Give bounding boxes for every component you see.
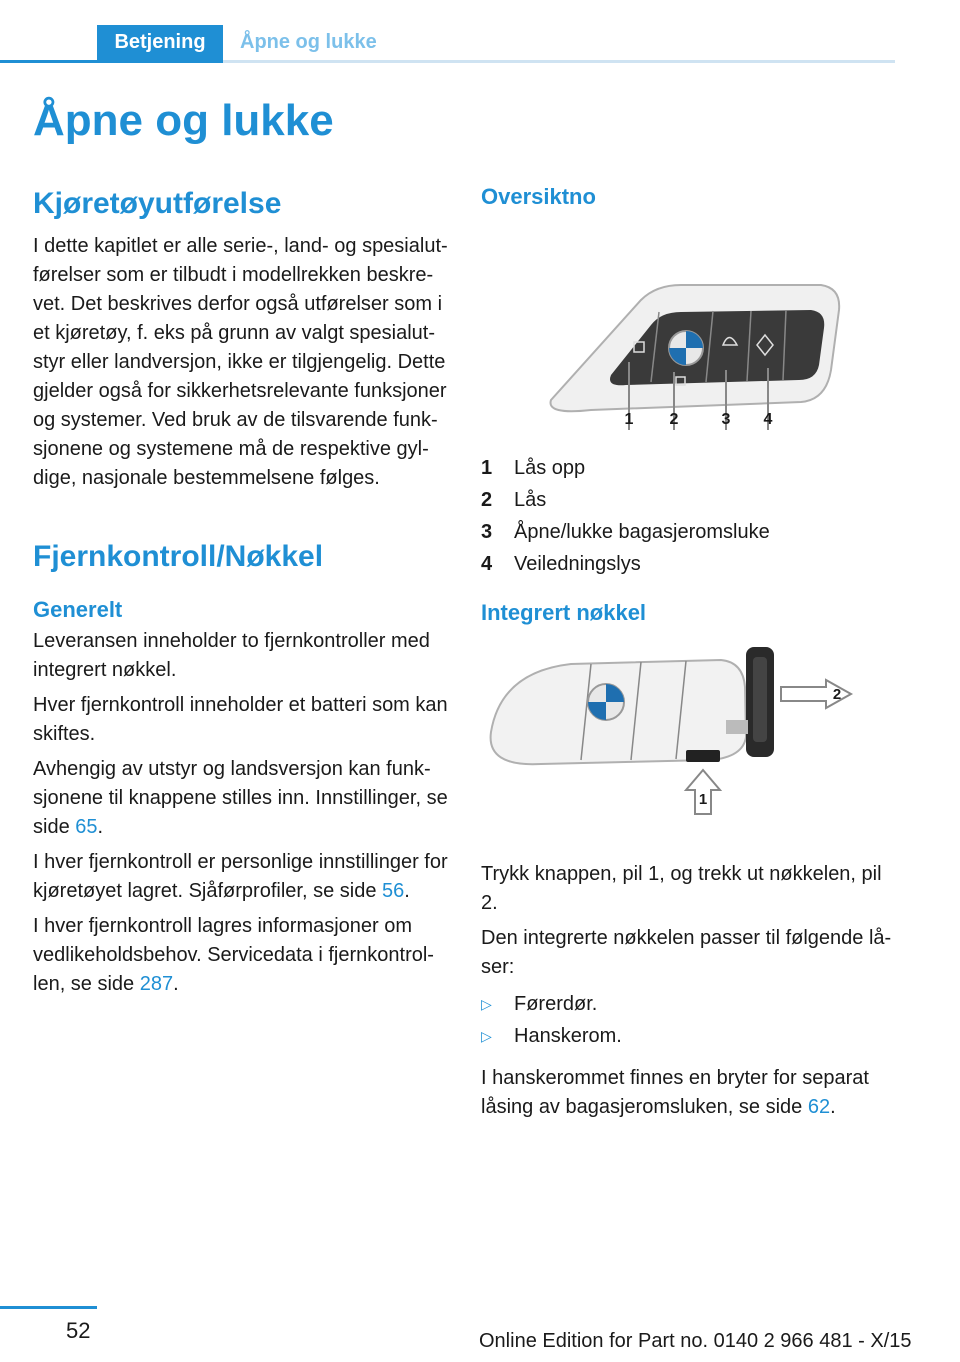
button-legend xyxy=(481,452,896,580)
paragraph-key-fits: Den integrerte nøkkelen passer til følgende låser: xyxy=(481,927,892,978)
heading-overview: Oversiktno xyxy=(481,184,596,209)
page-link-65[interactable]: 65 xyxy=(75,816,98,838)
callout-2: 2 xyxy=(832,686,842,703)
paragraph-glovebox-switch: I hanskerommet finnes en bryter for separat låsing av bagasjeromsluken, se side 62. xyxy=(481,1067,869,1118)
vehicle-version-text: I dette kapitlet er alle serie-, land- og spesialutførelser som er tilbudt i modellrekken beskrevet. Det beskrives derfor også utførelser som i et kjøretøy, f. eks på grunn av valgt spesialutstyr eller landversjon, ikke er tilgjengelig. Dette gjelder også for sikkerhetsrelevante funksjoner og systemer. Ved bruk av de tilsvarende funksjonene og systemene må de respektive gyldige, nasjonale bestemmelsene følges. xyxy=(33,235,448,489)
page-link-56[interactable]: 56 xyxy=(382,880,405,902)
remote-key-figure xyxy=(481,230,896,430)
page-title: Åpne og lukke xyxy=(33,96,334,145)
left-column xyxy=(33,180,448,1005)
callout-4: 4 xyxy=(763,411,773,428)
legend-item: 3 Åpne/lukke bagasjeromsluke xyxy=(481,520,770,543)
right-column xyxy=(481,180,896,1128)
list-item: ▷ Førerdør. xyxy=(481,988,896,1020)
triangle-bullet-icon: ▷ xyxy=(481,995,492,1012)
paragraph-button-settings: Avhengig av utstyr og landsversjon kan funksjonene til knappene stilles inn. Innstillinger, se side 65. xyxy=(33,758,448,838)
section-tab[interactable]: Betjening xyxy=(97,25,223,60)
legend-item: 4 Veiledningslys xyxy=(481,552,641,575)
paragraph-personal-settings: I hver fjernkontroll er personlige innstillinger for kjøretøyet lagret. Sjåførprofiler, se side 56. xyxy=(33,851,448,902)
heading-remote-control: Fjernkontroll/Nøkkel xyxy=(33,540,324,573)
callout-1: 1 xyxy=(624,411,634,428)
paragraph-battery: Hver fjernkontroll inneholder et batteri som kan skiftes. xyxy=(33,694,448,745)
list-item: ▷ Hanskerom. xyxy=(481,1020,896,1052)
footer-rule xyxy=(0,1306,97,1309)
callout-3: 3 xyxy=(721,411,731,428)
callout-1: 1 xyxy=(698,791,708,808)
triangle-bullet-icon: ▷ xyxy=(481,1027,492,1044)
paragraph-press-button: Trykk knappen, pil 1, og trekk ut nøkkelen, pil 2. xyxy=(481,863,882,914)
heading-vehicle-version: Kjøretøyutførelse xyxy=(33,187,282,220)
callout-2: 2 xyxy=(669,411,679,428)
breadcrumb[interactable]: Åpne og lukke xyxy=(240,31,377,53)
page-link-62[interactable]: 62 xyxy=(807,1096,831,1118)
page-number: 52 xyxy=(66,1318,91,1343)
paragraph-delivery: Leveransen inneholder to fjernkontroller med integrert nøkkel. xyxy=(33,630,430,681)
integrated-key-figure xyxy=(481,642,896,842)
legend-item: 1 Lås opp xyxy=(481,456,586,479)
page-link-287[interactable]: 287 xyxy=(139,973,174,995)
legend-item: 2 Lås xyxy=(481,488,547,511)
paragraph-service-data: I hver fjernkontroll lagres informasjoner om vedlikeholdsbehov. Servicedata i fjernkontrollen, se side 287. xyxy=(33,915,434,995)
footer-edition: Online Edition for Part no. 0140 2 966 481 - X/15 xyxy=(479,1330,912,1352)
header-rule-active xyxy=(0,60,223,63)
heading-integrated-key: Integrert nøkkel xyxy=(481,600,647,625)
heading-general: Generelt xyxy=(33,597,123,622)
lock-list xyxy=(481,988,896,1052)
